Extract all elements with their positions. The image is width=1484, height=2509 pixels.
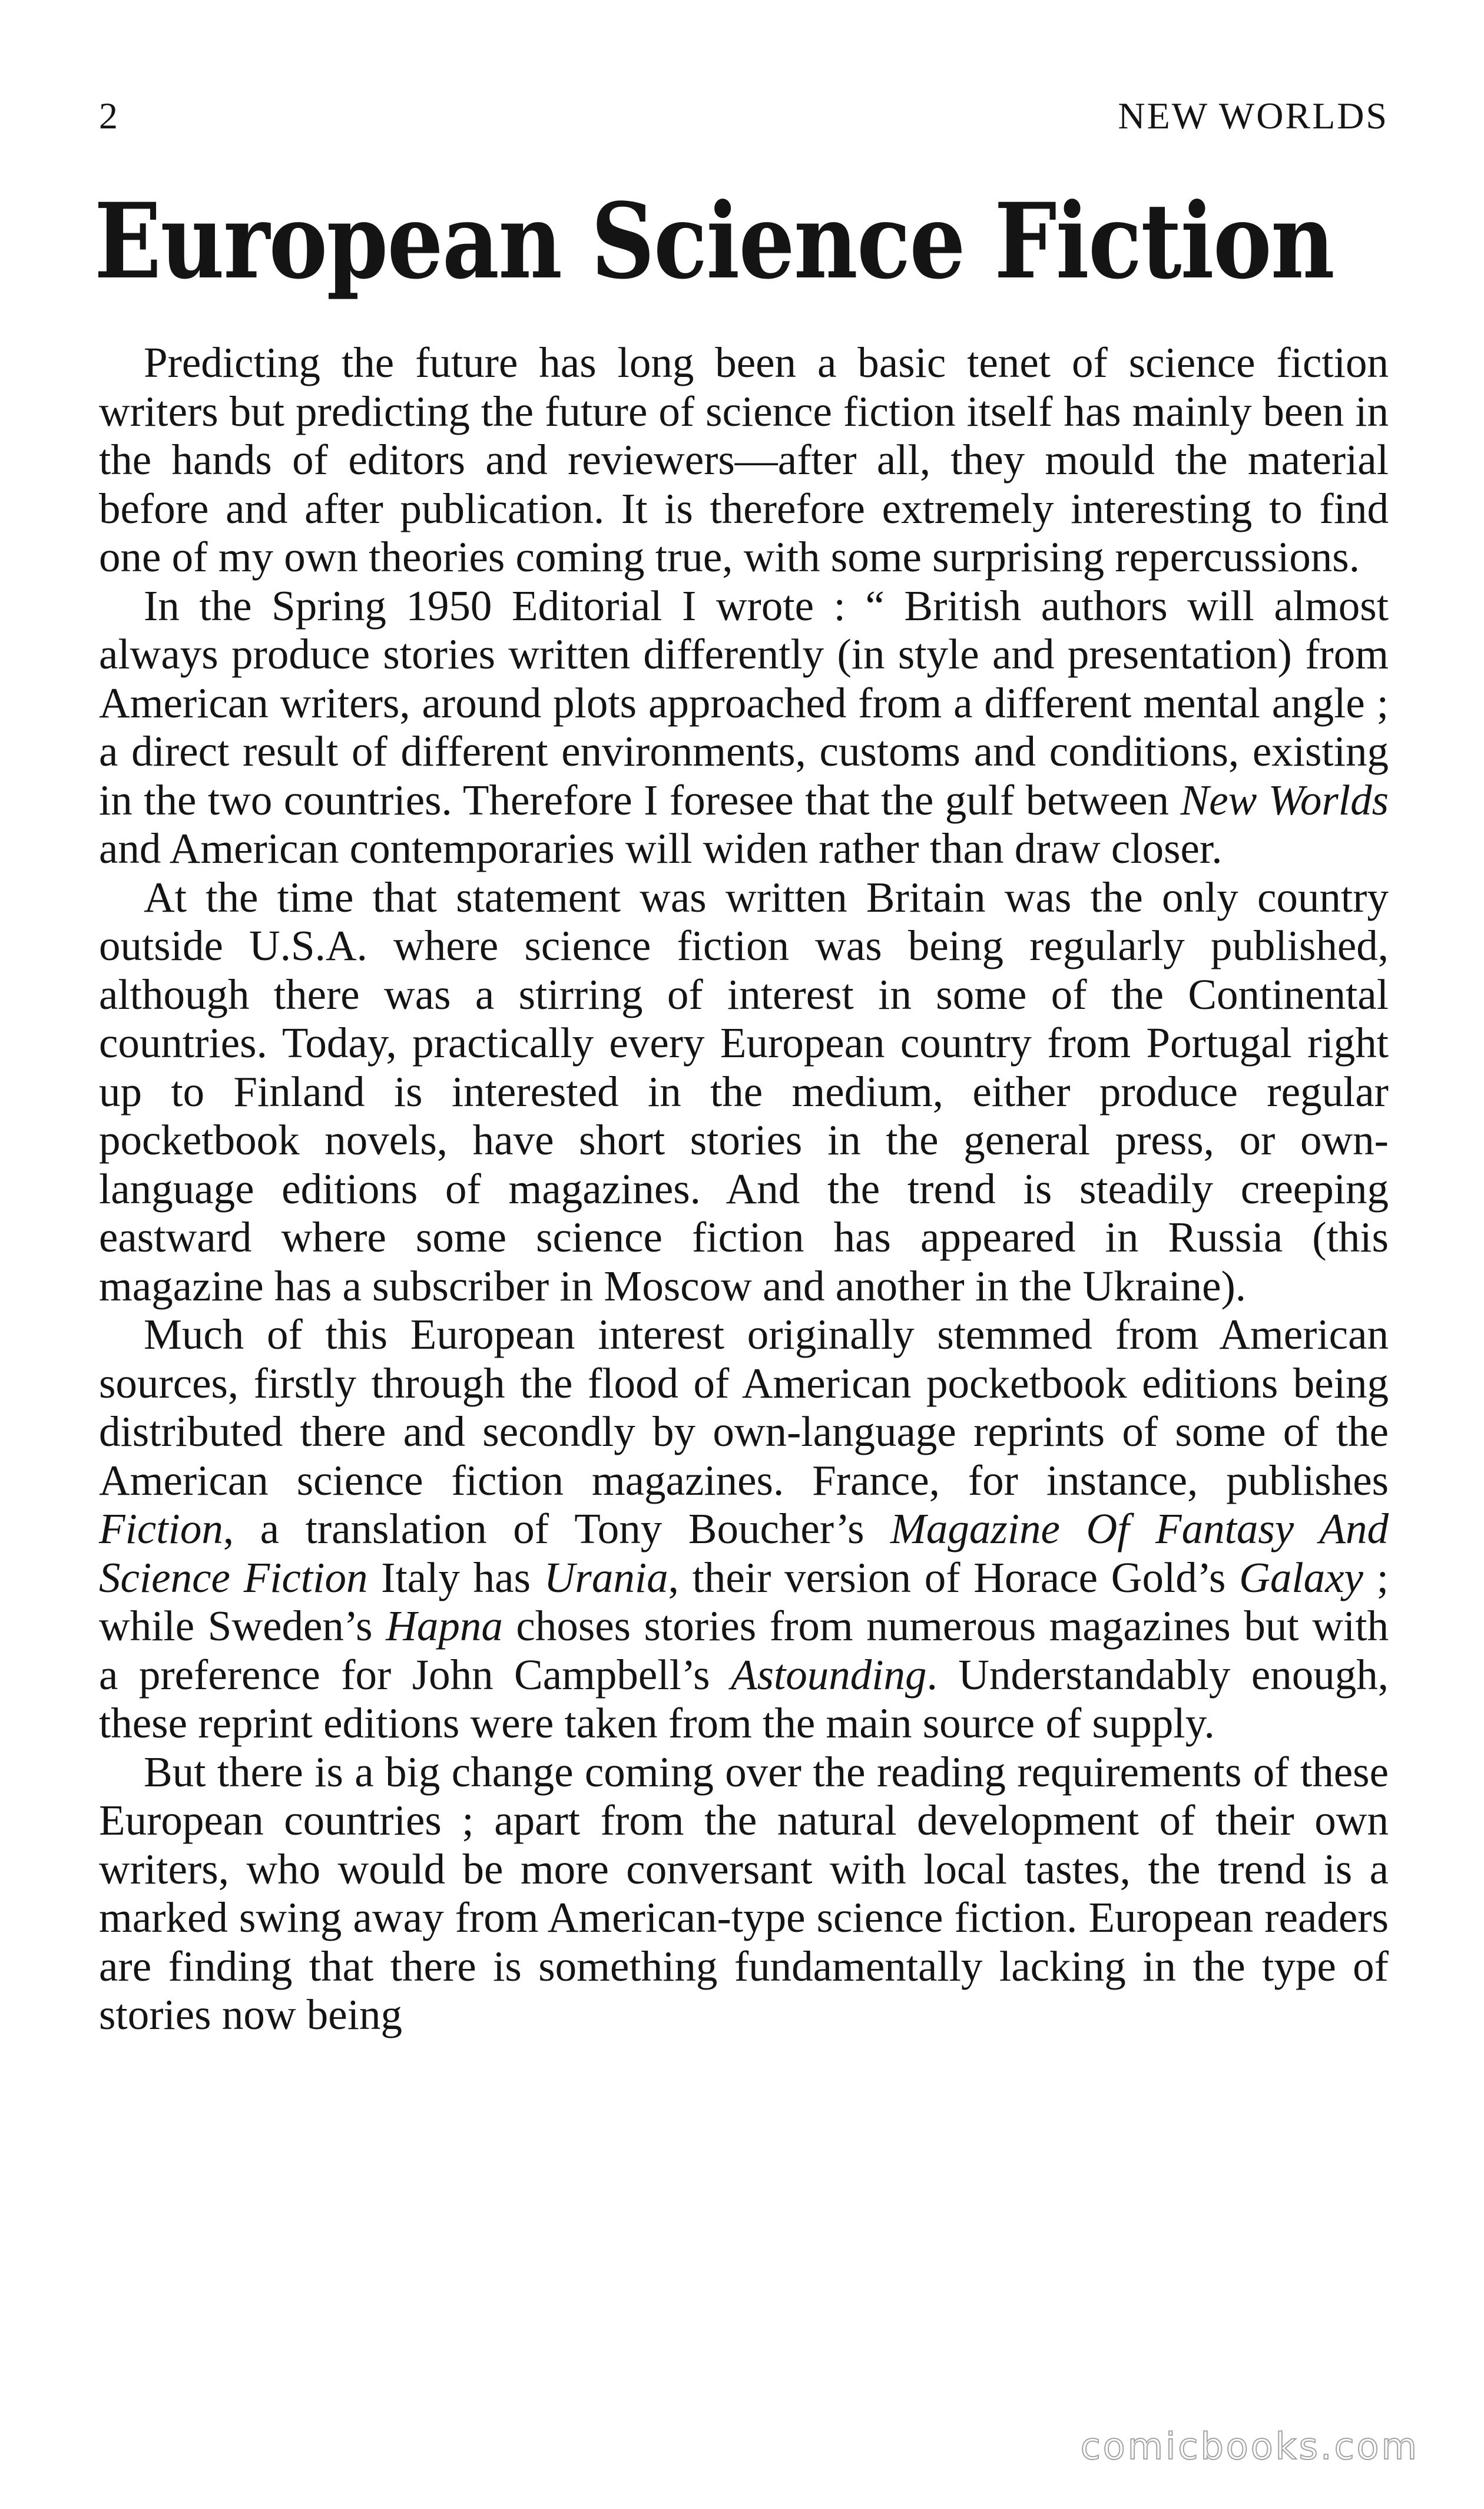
- paragraph-text: In the Spring 1950 Editorial I wrote : “ British authors will almost always produce stories written differently (in style and presentation) from American writers, around plots approached from a different mental angle ; a direct result of different environments, customs and conditions, existing in the two countries. Therefore I foresee that the gulf between: [99, 581, 1389, 824]
- paragraph-text: , a translation of Tony Boucher’s: [223, 1505, 891, 1553]
- magazine-title-fiction: Fiction: [99, 1505, 223, 1553]
- magazine-title-new-worlds: New Worlds: [1180, 776, 1389, 824]
- paragraph-text: Much of this European interest originally stemmed from American sources, firstly through the flood of American pocketbook editions being distributed there and secondly by own-language reprints of some of the American science fiction magazines. France, for instance, publishes: [99, 1310, 1389, 1504]
- page-number: 2: [99, 95, 120, 137]
- site-watermark: comicbooks.com: [1080, 2425, 1419, 2468]
- magazine-title-galaxy: Galaxy: [1239, 1553, 1363, 1601]
- paragraph-3: [99, 873, 1389, 1311]
- paragraph-5: [99, 1748, 1389, 2040]
- paragraph-text: choses stories from numerous magazines but with a preference for John Campbell’s: [99, 1602, 1389, 1699]
- paragraph-text: , their version of Horace Gold’s: [668, 1553, 1240, 1601]
- paragraph-text: and American contemporaries will widen rather than draw closer.: [99, 825, 1223, 872]
- magazine-title-urania: Urania: [544, 1553, 668, 1601]
- paragraph-4: [99, 1310, 1389, 1748]
- magazine-title-astounding: Astounding: [730, 1650, 927, 1699]
- paragraph-text: But there is a big change coming over the reading requirements of these European countries ; apart from the natural development of their own writers, who would be more conversant with local tastes, the trend is a marked swing away from American-type science fiction. European readers are finding that there is something fundamentally lacking in the type of stories now being: [99, 1747, 1389, 2038]
- paragraph-1: [99, 339, 1389, 582]
- article-body: [99, 339, 1389, 2040]
- paragraph-text: ; while Sweden’s: [99, 1553, 1389, 1650]
- magazine-title-hapna: Hapna: [386, 1602, 503, 1650]
- running-head: [99, 94, 1389, 147]
- paragraph-text: Predicting the future has long been a basic tenet of science fiction writers but predicting the future of science fiction itself has mainly been in the hands of editors and reviewers—after all, they mould the material before and after publication. It is therefore extremely interesting to find one of my own theories coming true, with some surprising repercussions.: [99, 339, 1389, 581]
- paragraph-text: . Understandably enough, these reprint editions were taken from the main source of supply.: [99, 1650, 1389, 1747]
- journal-title: NEW WORLDS: [1118, 95, 1389, 137]
- paragraph-text: Italy has: [367, 1553, 544, 1601]
- magazine-title-fantasy-and-sf: Magazine Of Fantasy And Science Fiction: [99, 1505, 1389, 1601]
- article-title: European Science Fiction: [94, 180, 1334, 302]
- paragraph-text: At the time that statement was written Britain was the only country outside U.S.A. where science fiction was being regularly published, although there was a stirring of interest in some of the Continental countries. Today, practically every European country from Portugal right up to Finland is interested in the medium, either produce regular pocketbook novels, have short stories in the general press, or own-language editions of magazines. And the trend is steadily creeping eastward where some science fiction has appeared in Russia (this magazine has a subscriber in Moscow and another in the Ukraine).: [99, 873, 1389, 1310]
- paragraph-2: [99, 582, 1389, 873]
